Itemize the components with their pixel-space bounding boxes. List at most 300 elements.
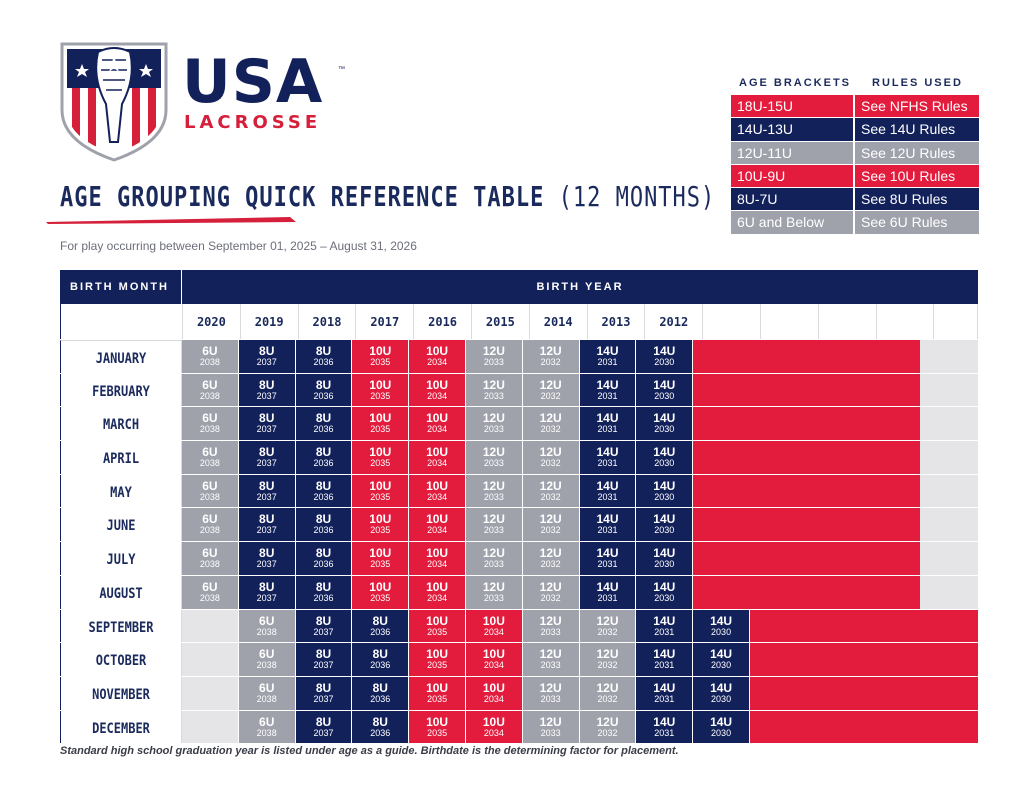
age-group: 8U	[315, 647, 332, 662]
age-group: 14U	[596, 344, 619, 358]
graduation-year: 2035	[370, 390, 391, 401]
age-cell	[409, 711, 466, 744]
graduation-year: 2035	[427, 727, 448, 738]
graduation-year: 2033	[483, 424, 504, 435]
age-cell	[352, 340, 409, 373]
age-group: 10U	[426, 647, 449, 662]
age-group: 14U	[653, 680, 676, 695]
graduation-year: 2030	[711, 693, 732, 704]
age-cell	[580, 677, 637, 710]
age-cell	[239, 610, 296, 643]
age-group: 10U	[426, 579, 449, 594]
birth-month-text: SEPTEMBER	[88, 618, 154, 635]
age-group: 10U	[369, 344, 392, 358]
filler-cell	[693, 441, 920, 474]
age-group: 14U	[653, 546, 676, 561]
graduation-year: 2032	[597, 660, 618, 671]
age-group: 10U	[482, 714, 505, 729]
graduation-year: 2035	[370, 458, 391, 469]
table-header	[60, 270, 978, 304]
graduation-year: 2034	[427, 525, 448, 536]
legend-rows	[731, 94, 979, 234]
graduation-year: 2036	[370, 626, 391, 637]
legend-header-rules: RULES USED	[872, 77, 963, 89]
filler-cell	[750, 711, 978, 744]
age-cell	[182, 374, 239, 407]
legend-rules: See 12U Rules	[855, 142, 979, 164]
age-group: 12U	[539, 478, 562, 493]
age-group: 14U	[710, 613, 733, 628]
graduation-year: 2038	[199, 458, 220, 469]
graduation-year: 2038	[256, 626, 277, 637]
birth-month-label	[60, 374, 182, 407]
graduation-year: 2036	[313, 357, 334, 367]
age-cell	[409, 374, 466, 407]
age-cell	[239, 576, 296, 609]
graduation-year: 2037	[256, 458, 277, 469]
graduation-year: 2030	[711, 660, 732, 671]
age-group: 6U	[259, 647, 275, 662]
graduation-year: 2033	[540, 693, 561, 704]
age-group: 14U	[653, 613, 676, 628]
age-group: 14U	[653, 579, 676, 594]
age-cell	[352, 441, 409, 474]
age-cell	[182, 475, 239, 508]
graduation-year: 2031	[654, 626, 675, 637]
graduation-year: 2035	[370, 357, 391, 367]
graduation-year: 2035	[427, 660, 448, 671]
age-cell	[352, 475, 409, 508]
age-group: 12U	[539, 647, 562, 662]
birth-year-cell: 2018	[299, 304, 357, 339]
age-cell	[466, 441, 523, 474]
table-row	[60, 474, 978, 508]
table-body	[60, 339, 978, 743]
birth-year-cell: 2016	[414, 304, 472, 339]
age-bracket-legend	[731, 72, 979, 234]
age-cell	[636, 508, 693, 541]
legend-rules: See 8U Rules	[855, 188, 979, 210]
age-group: 14U	[596, 512, 619, 527]
age-cell	[239, 441, 296, 474]
age-group: 12U	[539, 512, 562, 527]
graduation-year: 2036	[313, 592, 334, 603]
empty-cell	[182, 711, 239, 744]
graduation-year: 2035	[427, 626, 448, 637]
birth-month-text: OCTOBER	[95, 651, 147, 669]
empty-cell	[182, 643, 239, 676]
legend-rules: See 14U Rules	[855, 118, 979, 140]
table-row	[60, 339, 978, 373]
graduation-year: 2032	[540, 559, 561, 570]
age-cell	[409, 576, 466, 609]
legend-header-brackets: AGE BRACKETS	[739, 77, 852, 89]
age-cell	[636, 542, 693, 575]
graduation-year: 2031	[597, 592, 618, 603]
age-cell	[296, 374, 353, 407]
filler-cell	[750, 643, 978, 676]
age-cell	[409, 407, 466, 440]
birth-month-label	[60, 475, 182, 508]
age-group: 8U	[315, 613, 332, 628]
graduation-year: 2030	[711, 626, 732, 637]
legend-row	[731, 164, 979, 187]
birth-month-label	[60, 610, 182, 643]
age-cell	[523, 475, 580, 508]
graduation-year: 2037	[256, 525, 277, 536]
graduation-year: 2034	[427, 592, 448, 603]
graduation-year: 2032	[540, 491, 561, 502]
graduation-year: 2034	[427, 491, 448, 502]
graduation-year: 2038	[199, 559, 220, 570]
age-group: 8U	[315, 579, 332, 594]
page-title-paren: (12 MONTHS)	[558, 182, 716, 214]
table-row	[60, 575, 978, 609]
birth-month-label	[60, 711, 182, 744]
graduation-year: 2032	[540, 424, 561, 435]
table-row	[60, 710, 978, 744]
age-group: 6U	[202, 579, 218, 594]
filler-cell	[693, 542, 920, 575]
age-group: 14U	[653, 512, 676, 527]
age-cell	[636, 677, 693, 710]
age-cell	[693, 610, 750, 643]
birth-month-label	[60, 340, 182, 373]
age-cell	[239, 643, 296, 676]
age-group: 8U	[259, 377, 275, 392]
age-group: 8U	[315, 512, 332, 527]
graduation-year: 2035	[370, 559, 391, 570]
table-row	[60, 642, 978, 676]
graduation-year: 2036	[313, 559, 334, 570]
age-group: 6U	[259, 680, 275, 695]
age-group: 10U	[482, 680, 505, 695]
age-group: 14U	[596, 546, 619, 561]
age-cell	[182, 542, 239, 575]
birth-month-label	[60, 508, 182, 541]
birth-month-header: BIRTH MONTH	[60, 270, 182, 304]
age-group: 6U	[202, 377, 218, 392]
graduation-year: 2033	[483, 390, 504, 401]
age-group: 14U	[653, 647, 676, 662]
age-cell	[693, 643, 750, 676]
birth-month-text: JUNE	[106, 517, 136, 534]
age-group: 12U	[539, 714, 562, 729]
empty-cell	[182, 677, 239, 710]
graduation-year: 2038	[256, 660, 277, 671]
graduation-year: 2036	[313, 390, 334, 401]
age-group: 8U	[372, 613, 388, 628]
age-group: 12U	[539, 579, 562, 594]
graduation-year: 2031	[597, 424, 618, 435]
age-group: 14U	[596, 377, 619, 392]
age-group: 8U	[315, 411, 332, 426]
birth-month-text: NOVEMBER	[92, 685, 150, 703]
age-cell	[409, 542, 466, 575]
birth-year-cell	[761, 304, 819, 339]
brand-name: USA	[182, 47, 324, 117]
age-cell	[239, 475, 296, 508]
filler-cell	[693, 475, 920, 508]
legend-row	[731, 210, 979, 233]
graduation-year: 2036	[313, 424, 334, 435]
age-group: 14U	[596, 411, 619, 426]
age-cell	[296, 677, 353, 710]
graduation-year: 2036	[370, 660, 391, 671]
birth-year-cell: 2013	[588, 304, 646, 339]
graduation-year: 2032	[540, 357, 561, 367]
age-group: 6U	[202, 445, 218, 460]
age-group: 8U	[259, 344, 275, 358]
age-cell	[636, 441, 693, 474]
age-group: 14U	[596, 579, 619, 594]
age-cell	[352, 508, 409, 541]
birth-month-label	[60, 441, 182, 474]
age-group: 14U	[596, 478, 619, 493]
age-cell	[409, 340, 466, 373]
footnote: Standard high school graduation year is listed under age as a guide. Birthdate is the determining factor for placement.	[60, 745, 679, 757]
age-cell	[352, 677, 409, 710]
age-cell	[523, 711, 580, 744]
age-group: 12U	[482, 377, 505, 392]
legend-row	[731, 117, 979, 140]
graduation-year: 2037	[256, 491, 277, 502]
age-cell	[636, 711, 693, 744]
filler-cell	[693, 407, 920, 440]
graduation-year: 2031	[654, 693, 675, 704]
age-cell	[182, 407, 239, 440]
age-grouping-table	[60, 270, 978, 743]
birth-year-cell: 2017	[356, 304, 414, 339]
age-cell	[636, 407, 693, 440]
age-cell	[466, 677, 523, 710]
graduation-year: 2032	[540, 458, 561, 469]
birth-month-label	[60, 677, 182, 710]
graduation-year: 2032	[540, 525, 561, 536]
age-group: 8U	[259, 546, 275, 561]
filler-cell	[693, 576, 920, 609]
age-cell	[523, 340, 580, 373]
age-group: 8U	[315, 377, 332, 392]
age-cell	[580, 407, 637, 440]
graduation-year: 2032	[597, 727, 618, 738]
age-group: 12U	[539, 680, 562, 695]
age-group: 12U	[539, 344, 562, 358]
age-group: 14U	[653, 478, 676, 493]
graduation-year: 2038	[199, 357, 220, 367]
age-group: 10U	[482, 647, 505, 662]
legend-row	[731, 94, 979, 117]
age-group: 12U	[482, 546, 505, 561]
legend-row	[731, 187, 979, 210]
age-group: 10U	[369, 377, 392, 392]
age-group: 12U	[482, 579, 505, 594]
age-cell	[523, 374, 580, 407]
age-group: 8U	[372, 714, 388, 729]
age-cell	[182, 576, 239, 609]
age-group: 8U	[315, 714, 332, 729]
graduation-year: 2034	[427, 559, 448, 570]
graduation-year: 2037	[256, 424, 277, 435]
birth-month-label	[60, 407, 182, 440]
graduation-year: 2031	[654, 727, 675, 738]
age-cell	[182, 441, 239, 474]
age-cell	[352, 374, 409, 407]
age-cell	[523, 643, 580, 676]
graduation-year: 2037	[256, 357, 277, 367]
legend-bracket: 12U-11U	[731, 142, 855, 164]
birth-year-cell	[703, 304, 761, 339]
age-group: 8U	[259, 579, 275, 594]
birth-month-text: JANUARY	[95, 349, 147, 367]
graduation-year: 2034	[427, 424, 448, 435]
birth-year-cell	[819, 304, 877, 339]
age-cell	[296, 610, 353, 643]
age-cell	[466, 610, 523, 643]
graduation-year: 2033	[483, 559, 504, 570]
birth-month-text: AUGUST	[99, 584, 143, 602]
graduation-year: 2031	[597, 491, 618, 502]
age-group: 14U	[596, 445, 619, 460]
graduation-year: 2033	[540, 626, 561, 637]
age-group: 6U	[202, 411, 218, 426]
graduation-year: 2034	[427, 390, 448, 401]
age-cell	[239, 340, 296, 373]
age-cell	[296, 576, 353, 609]
graduation-year: 2030	[711, 727, 732, 738]
birth-year-cell	[877, 304, 935, 339]
page-title-main: AGE GROUPING QUICK REFERENCE TABLE	[60, 182, 545, 214]
graduation-year: 2037	[256, 592, 277, 603]
age-group: 12U	[596, 647, 619, 662]
age-group: 10U	[369, 579, 392, 594]
graduation-year: 2038	[256, 693, 277, 704]
age-group: 12U	[539, 411, 562, 426]
age-group: 8U	[372, 680, 388, 695]
age-group: 12U	[482, 478, 505, 493]
graduation-year: 2034	[427, 458, 448, 469]
graduation-year: 2033	[483, 357, 504, 367]
age-group: 12U	[482, 512, 505, 527]
graduation-year: 2038	[199, 390, 220, 401]
age-group: 12U	[539, 377, 562, 392]
filler-cell	[693, 374, 920, 407]
graduation-year: 2031	[597, 458, 618, 469]
age-cell	[182, 508, 239, 541]
age-cell	[239, 508, 296, 541]
age-group: 8U	[259, 512, 275, 527]
graduation-year: 2036	[313, 525, 334, 536]
age-group: 14U	[710, 647, 733, 662]
age-cell	[580, 340, 637, 373]
age-cell	[636, 643, 693, 676]
age-cell	[352, 610, 409, 643]
graduation-year: 2033	[483, 592, 504, 603]
graduation-year: 2038	[199, 491, 220, 502]
birth-year-cell: 2019	[241, 304, 299, 339]
graduation-year: 2030	[654, 592, 675, 603]
graduation-year: 2038	[199, 525, 220, 536]
age-group: 10U	[482, 613, 505, 628]
age-cell	[580, 475, 637, 508]
filler-cell	[693, 340, 920, 373]
graduation-year: 2030	[654, 559, 675, 570]
age-cell	[296, 441, 353, 474]
age-group: 8U	[315, 680, 332, 695]
graduation-year: 2031	[654, 660, 675, 671]
legend-bracket: 10U-9U	[731, 165, 855, 187]
birth-year-cell: 2014	[530, 304, 588, 339]
age-group: 14U	[653, 377, 676, 392]
age-cell	[409, 610, 466, 643]
table-row	[60, 406, 978, 440]
age-group: 6U	[259, 613, 275, 628]
age-group: 14U	[653, 344, 676, 358]
birth-year-cell: 2020	[183, 304, 241, 339]
birth-month-label	[60, 643, 182, 676]
age-group: 10U	[369, 411, 392, 426]
age-cell	[296, 711, 353, 744]
age-group: 6U	[202, 478, 218, 493]
age-cell	[352, 643, 409, 676]
age-cell	[296, 643, 353, 676]
age-group: 14U	[653, 714, 676, 729]
table-row	[60, 676, 978, 710]
graduation-year: 2032	[540, 390, 561, 401]
table-row	[60, 440, 978, 474]
age-cell	[636, 374, 693, 407]
legend-bracket: 18U-15U	[731, 95, 855, 117]
age-cell	[636, 340, 693, 373]
age-cell	[580, 610, 637, 643]
graduation-year: 2036	[370, 727, 391, 738]
age-group: 8U	[315, 546, 332, 561]
age-group: 12U	[596, 680, 619, 695]
age-group: 10U	[426, 680, 449, 695]
legend-header	[731, 72, 979, 94]
graduation-year: 2035	[370, 592, 391, 603]
age-group: 8U	[259, 478, 275, 493]
age-cell	[636, 576, 693, 609]
age-cell	[182, 340, 239, 373]
trademark-mark: ™	[338, 66, 345, 73]
graduation-year: 2030	[654, 390, 675, 401]
table-row	[60, 609, 978, 643]
age-group: 10U	[426, 613, 449, 628]
filler-cell	[920, 508, 978, 541]
birth-month-text: APRIL	[102, 449, 140, 467]
age-group: 12U	[539, 613, 562, 628]
age-cell	[580, 508, 637, 541]
age-group: 6U	[202, 512, 218, 527]
birth-month-text: JULY	[106, 550, 136, 568]
filler-cell	[920, 576, 978, 609]
age-group: 10U	[426, 377, 449, 392]
graduation-year: 2030	[654, 357, 675, 367]
graduation-year: 2036	[370, 693, 391, 704]
age-group: 10U	[369, 512, 392, 527]
birth-month-text: DECEMBER	[92, 719, 150, 736]
graduation-year: 2037	[313, 693, 334, 704]
age-cell	[409, 643, 466, 676]
age-cell	[523, 677, 580, 710]
age-cell	[523, 407, 580, 440]
birth-month-text: FEBRUARY	[92, 382, 150, 400]
brand-subname: LACROSSE	[184, 112, 322, 133]
age-group: 10U	[426, 546, 449, 561]
age-cell	[466, 475, 523, 508]
birth-year-cell: 2012	[645, 304, 703, 339]
